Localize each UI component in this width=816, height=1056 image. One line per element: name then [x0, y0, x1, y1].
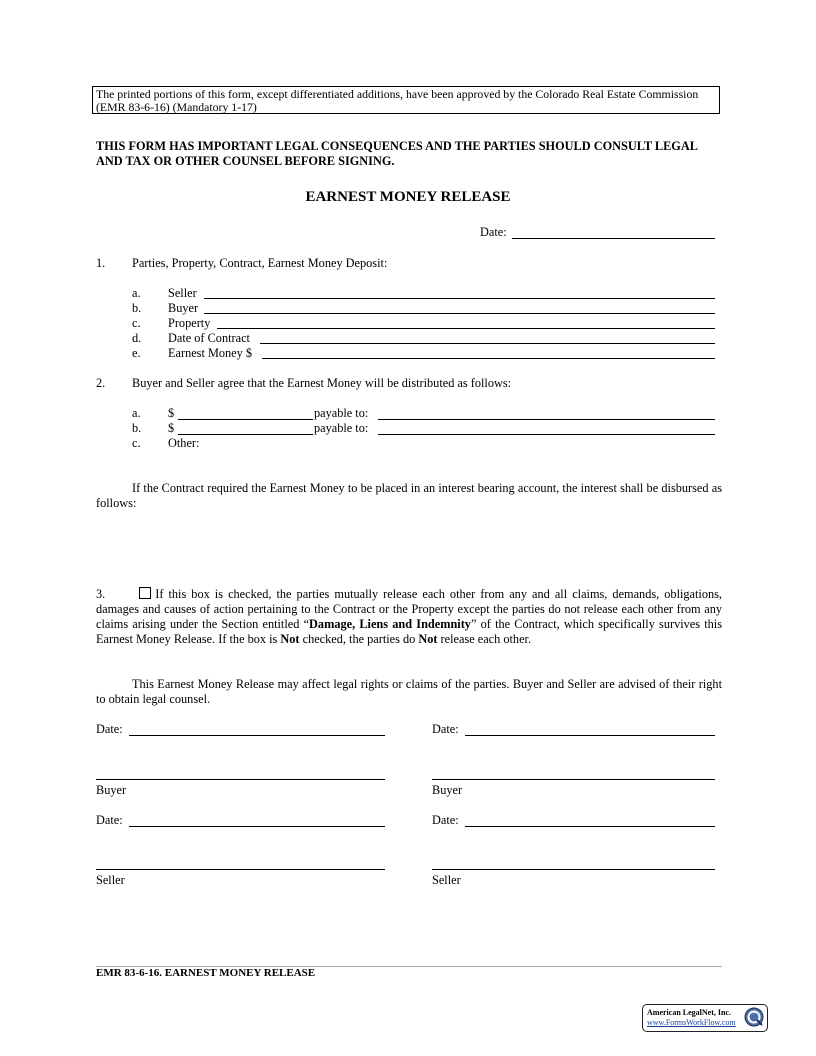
- date-field[interactable]: [512, 238, 715, 239]
- seller2-label: Seller: [432, 873, 461, 887]
- advisory-paragraph: [96, 677, 722, 707]
- approval-notice-box: [92, 86, 720, 114]
- contract-date-label: Date of Contract: [168, 331, 250, 345]
- section3-not-2: Not: [418, 632, 438, 646]
- distribution-b-payable-label: payable to:: [314, 421, 369, 435]
- seller2-date-label: Date:: [432, 813, 459, 827]
- distribution-a-dollar: $: [168, 406, 175, 420]
- buyer1-date-label: Date:: [96, 722, 123, 736]
- section1-heading: Parties, Property, Contract, Earnest Money Deposit:: [132, 256, 388, 270]
- buyer-letter: b.: [132, 301, 142, 315]
- seller1-signature-line[interactable]: [96, 869, 385, 870]
- buyer2-signature-line[interactable]: [432, 779, 715, 780]
- distribution-b-dollar: $: [168, 421, 175, 435]
- property-label: Property: [168, 316, 211, 330]
- distribution-c-label: Other:: [168, 436, 200, 450]
- distribution-b-letter: b.: [132, 421, 142, 435]
- footer-form-id: EMR 83-6-16. EARNEST MONEY RELEASE: [96, 967, 316, 979]
- section3-number: 3.: [96, 587, 106, 601]
- badge-url-link[interactable]: www.FormsWorkFlow.com: [647, 1018, 736, 1027]
- buyer2-label: Buyer: [432, 783, 463, 797]
- badge-company-name: American LegalNet, Inc.: [647, 1008, 731, 1017]
- contract-date-field[interactable]: [260, 343, 715, 344]
- distribution-c-letter: c.: [132, 436, 141, 450]
- page-title: EARNEST MONEY RELEASE: [305, 189, 511, 205]
- buyer-label: Buyer: [168, 301, 199, 315]
- contract-date-letter: d.: [132, 331, 142, 345]
- distribution-b-amount-field[interactable]: [178, 434, 313, 435]
- property-letter: c.: [132, 316, 141, 330]
- mutual-release-checkbox[interactable]: [139, 587, 151, 599]
- seller1-label: Seller: [96, 873, 125, 887]
- buyer1-date-field[interactable]: [129, 735, 385, 736]
- buyer-field[interactable]: [204, 313, 715, 314]
- earnest-money-label: Earnest Money $: [168, 346, 253, 360]
- distribution-a-payable-label: payable to:: [314, 406, 369, 420]
- buyer1-signature-line[interactable]: [96, 779, 385, 780]
- globe-icon: [744, 1007, 764, 1027]
- section3-text-d: release each other.: [437, 632, 532, 646]
- distribution-b-payee-field[interactable]: [378, 434, 715, 435]
- legal-warning: THIS FORM HAS IMPORTANT LEGAL CONSEQUENCES AND THE PARTIES SHOULD CONSULT LEGAL AND TAX OR OTHER COUNSEL BEFORE SIGNING.: [96, 139, 698, 168]
- section2-number: 2.: [96, 376, 106, 390]
- approval-line-1: The printed portions of this form, except differentiated additions, have been approved by the Colorado Real Estate Commission: [96, 87, 699, 101]
- seller-label: Seller: [168, 286, 197, 300]
- section3-text-a: If this box is checked, the parties mutually release each other from any and all claims, demands, obligations, damages and causes of action pertaining to the Contract or the Property except the parties do not release each other from any claims arising under the Section entitled “: [96, 587, 722, 631]
- advisory-paragraph-text: This Earnest Money Release may affect legal rights or claims of the parties. Buyer and Seller are advised of their right to obtain legal counsel.: [96, 677, 722, 706]
- seller1-date-field[interactable]: [129, 826, 385, 827]
- section2-heading: Buyer and Seller agree that the Earnest Money will be distributed as follows:: [132, 376, 512, 390]
- buyer2-date-field[interactable]: [465, 735, 715, 736]
- distribution-a-payee-field[interactable]: [378, 419, 715, 420]
- earnest-money-field[interactable]: [262, 358, 715, 359]
- date-label: Date:: [480, 225, 507, 239]
- section3-text-c: checked, the parties do: [299, 632, 419, 646]
- section3-bold-section: Damage, Liens and Indemnity: [309, 617, 471, 631]
- seller2-date-field[interactable]: [465, 826, 715, 827]
- seller1-date-label: Date:: [96, 813, 123, 827]
- section1-number: 1.: [96, 256, 106, 270]
- distribution-a-amount-field[interactable]: [178, 419, 313, 420]
- section3-not-1: Not: [280, 632, 300, 646]
- buyer2-date-label: Date:: [432, 722, 459, 736]
- seller-field[interactable]: [204, 298, 715, 299]
- approval-line-2: (EMR 83-6-16) (Mandatory 1-17): [96, 100, 257, 114]
- seller-letter: a.: [132, 286, 141, 300]
- buyer1-label: Buyer: [96, 783, 127, 797]
- section3-paragraph: [96, 587, 722, 647]
- americanlegalnet-badge[interactable]: [642, 1004, 768, 1032]
- section3-text-b: ” of the Contract, which specifically survives this Earnest Money Release. If the box is: [96, 617, 723, 646]
- interest-paragraph-text: If the Contract required the Earnest Money to be placed in an interest bearing account, the interest shall be disbursed as follows:: [96, 481, 722, 510]
- distribution-a-letter: a.: [132, 406, 141, 420]
- interest-paragraph: [96, 481, 722, 511]
- seller2-signature-line[interactable]: [432, 869, 715, 870]
- property-field[interactable]: [217, 328, 715, 329]
- earnest-money-letter: e.: [132, 346, 141, 360]
